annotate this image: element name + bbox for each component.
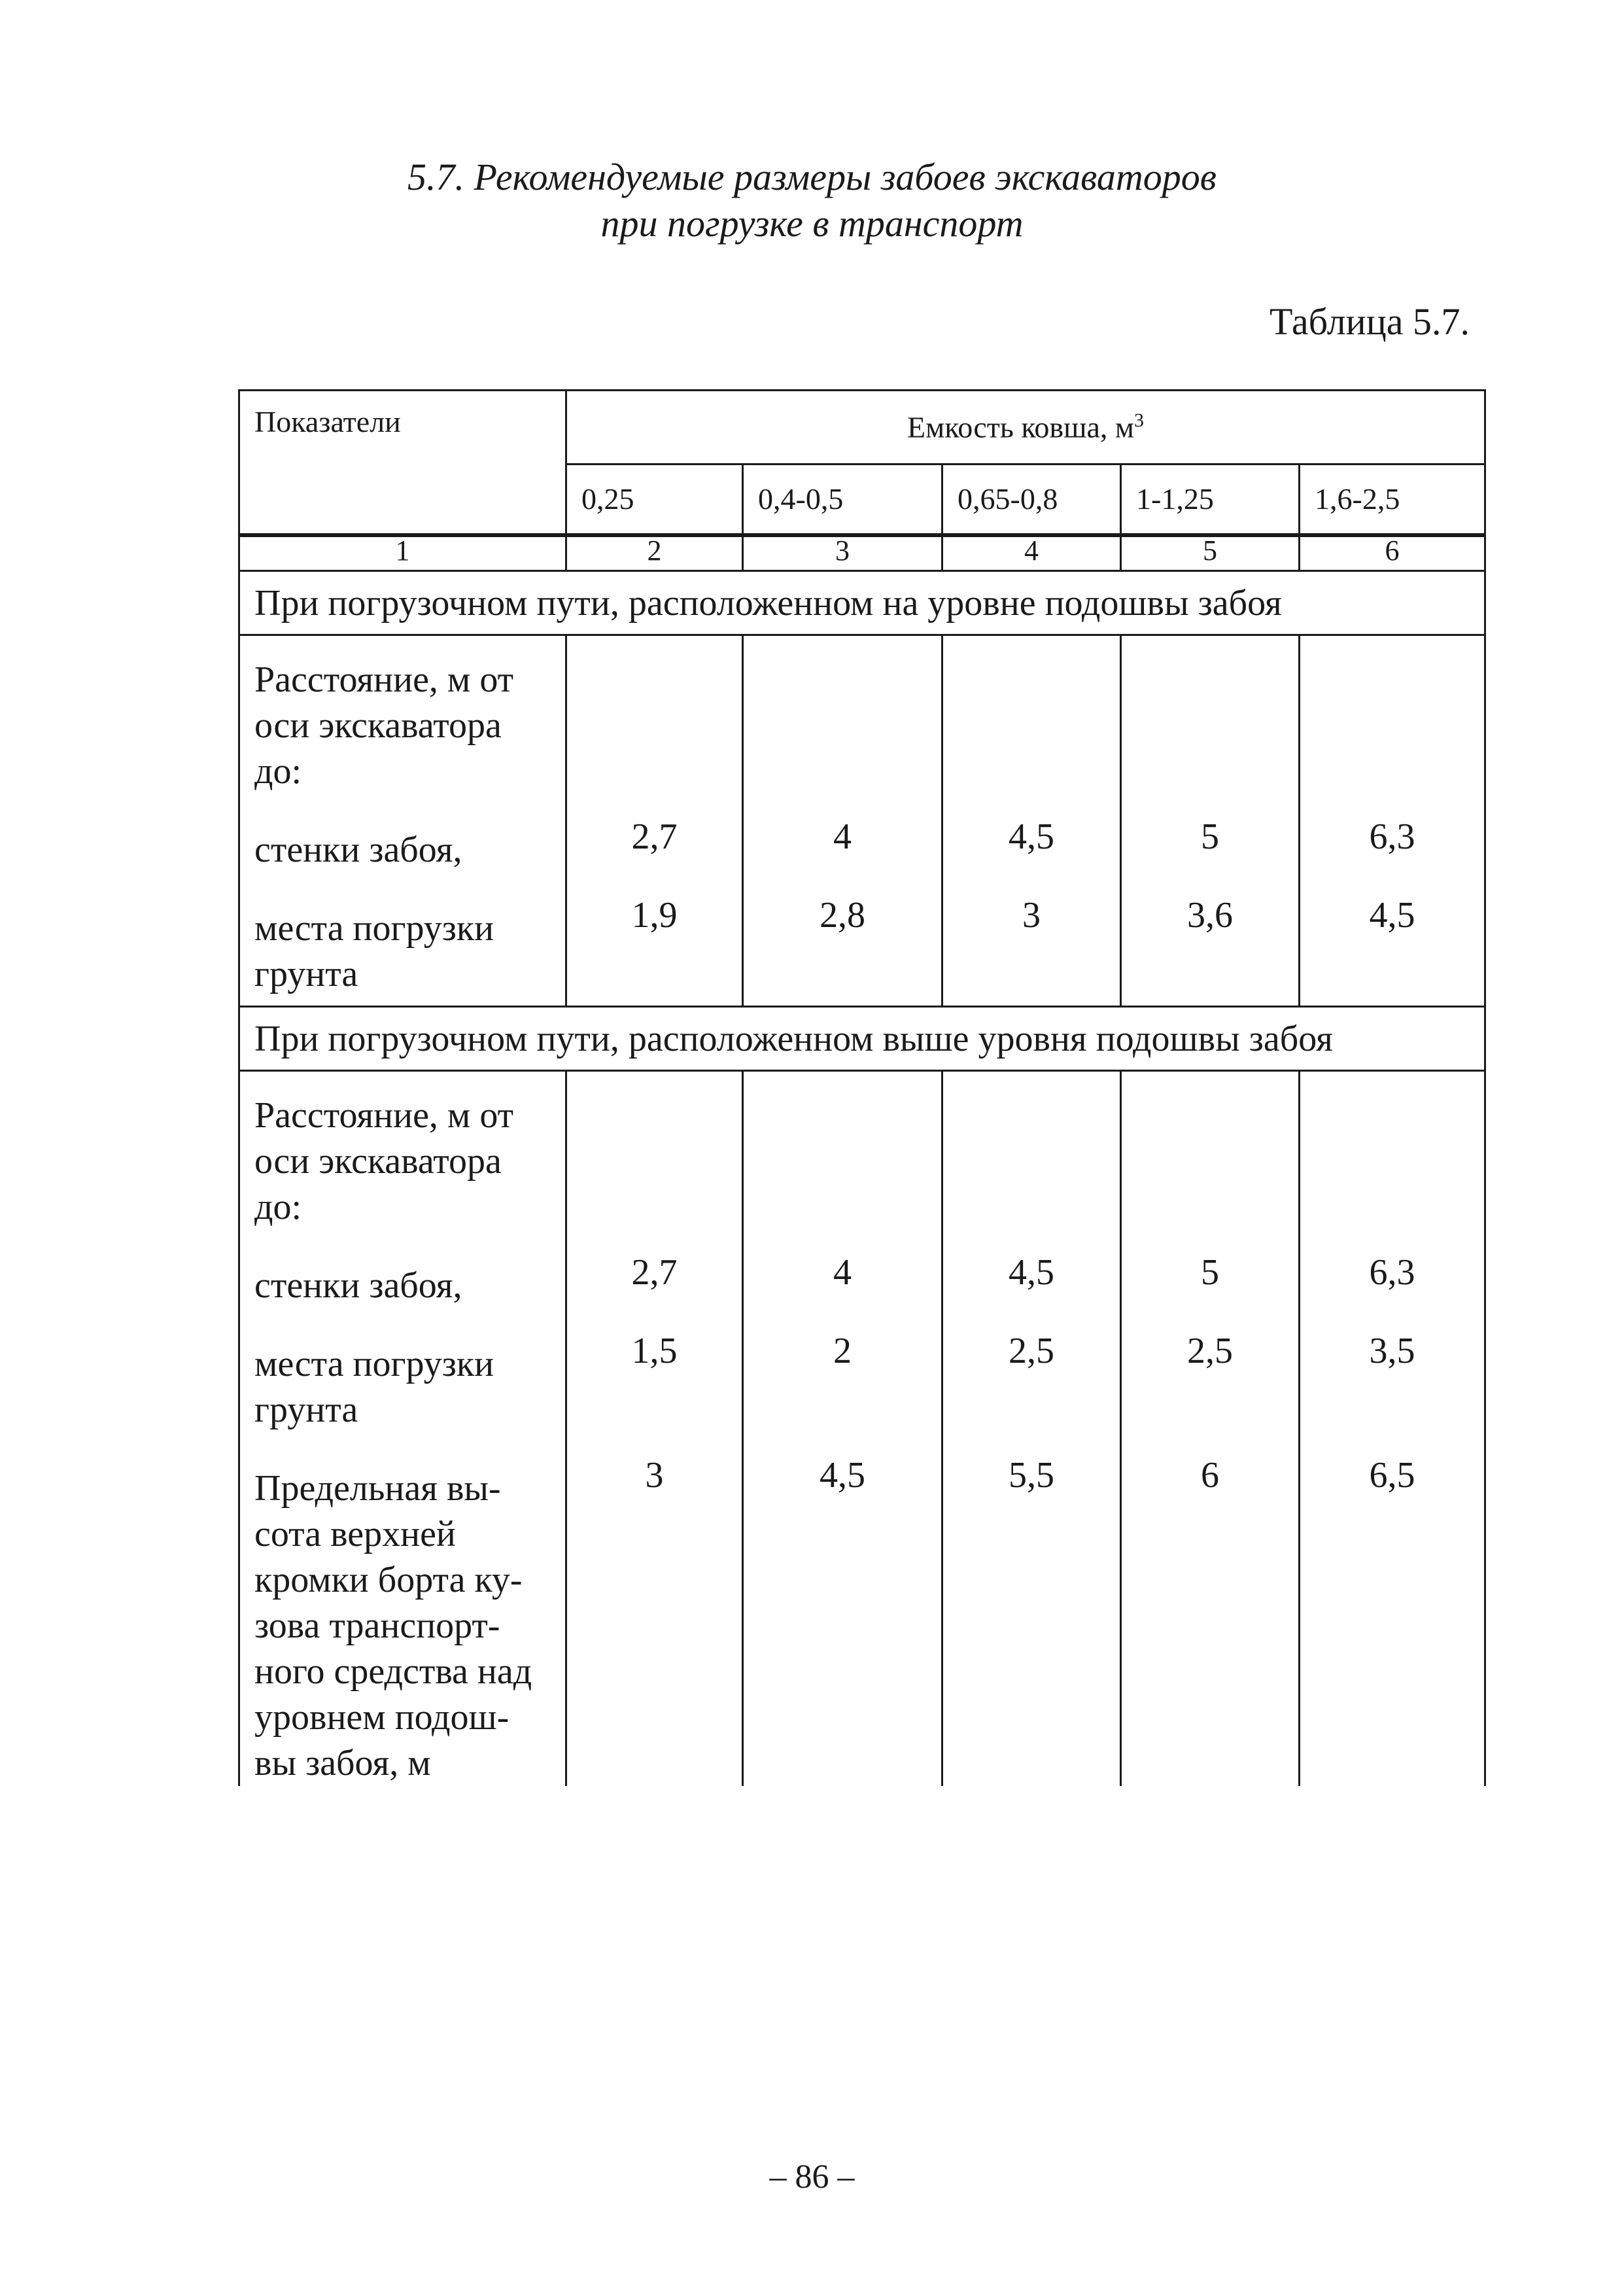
value-cell: 3,5 xyxy=(1369,1331,1415,1371)
intro-line: до: xyxy=(254,751,302,792)
value-cell: 3,6 xyxy=(1187,895,1233,936)
value-cell: 5 xyxy=(1201,1252,1219,1293)
intro-line: до: xyxy=(254,1187,302,1227)
value-column xyxy=(942,1071,1121,1787)
column-number: 5 xyxy=(1121,535,1300,571)
value-column xyxy=(566,635,743,1007)
value-cell: 4 xyxy=(833,816,852,857)
header-bucket-capacity-label: Емкость ковша, м xyxy=(907,410,1135,444)
value-column xyxy=(743,1071,942,1787)
intro-line: оси экскаватора xyxy=(254,705,502,746)
section-above-level-body xyxy=(239,1071,1485,1787)
column-number: 6 xyxy=(1300,535,1485,571)
value-cell: 5 xyxy=(1201,816,1219,857)
value-cell: 2,5 xyxy=(1187,1331,1233,1371)
capacity-cell: 0,25 xyxy=(566,464,743,535)
row-label: вы забоя, м xyxy=(254,1743,431,1783)
value-cell: 2,5 xyxy=(1009,1331,1054,1371)
header-bucket-capacity-sup: 3 xyxy=(1134,410,1145,432)
value-column xyxy=(1121,635,1300,1007)
row-label: грунта xyxy=(254,954,358,994)
column-number: 2 xyxy=(566,535,743,571)
indicator-labels xyxy=(239,635,566,1007)
row-label: ного средства над xyxy=(254,1651,532,1692)
value-column xyxy=(942,635,1121,1007)
title-line-1: 5.7. Рекомендуемые размеры забоев экскаваторов xyxy=(407,156,1217,198)
column-number-row xyxy=(239,535,1485,571)
column-number: 4 xyxy=(942,535,1121,571)
value-cell: 2,7 xyxy=(631,816,678,857)
section-ground-level-body xyxy=(239,635,1485,1007)
value-cell: 6,5 xyxy=(1369,1455,1415,1496)
row-label: кромки борта ку- xyxy=(254,1560,523,1600)
value-column xyxy=(743,635,942,1007)
value-cell: 2,7 xyxy=(631,1252,678,1293)
header-bucket-capacity xyxy=(566,391,1485,464)
section-title-above-level: При погрузочном пути, расположенном выше уровня подошвы забоя xyxy=(239,1007,1485,1071)
header-indicators: Показатели xyxy=(239,391,566,535)
value-cell: 2 xyxy=(833,1331,852,1371)
row-label: уровнем подош- xyxy=(254,1697,510,1738)
value-cell: 4,5 xyxy=(1369,895,1415,936)
title-line-2: при погрузке в транспорт xyxy=(600,201,1024,245)
value-cell: 5,5 xyxy=(1009,1455,1054,1496)
row-label: грунта xyxy=(254,1390,358,1430)
value-cell: 1,9 xyxy=(631,895,678,936)
row-label: стенки забоя, xyxy=(254,830,462,870)
value-cell: 4,5 xyxy=(1009,816,1054,857)
intro-line: оси экскаватора xyxy=(254,1141,502,1182)
page-number: – 86 – xyxy=(769,2158,855,2196)
section-title-ground-level: При погрузочном пути, расположенном на уровне подошвы забоя xyxy=(239,571,1485,635)
value-cell: 3 xyxy=(645,1455,664,1496)
value-column xyxy=(1300,635,1485,1007)
value-cell: 6,3 xyxy=(1369,1252,1415,1293)
capacity-cell: 0,65-0,8 xyxy=(942,464,1121,535)
value-column xyxy=(1121,1071,1300,1787)
row-label: места погрузки xyxy=(254,1344,494,1384)
value-cell: 6 xyxy=(1201,1455,1219,1496)
intro-line: Расстояние, м от xyxy=(254,1095,514,1136)
row-label: стенки забоя, xyxy=(254,1265,462,1306)
value-column xyxy=(1300,1071,1485,1787)
intro-line: Расстояние, м от xyxy=(254,659,514,700)
row-label: места погрузки xyxy=(254,908,494,949)
column-number: 3 xyxy=(743,535,942,571)
excavator-face-table xyxy=(238,389,1486,1786)
column-number: 1 xyxy=(239,535,566,571)
row-label: Предельная вы- xyxy=(254,1468,501,1509)
row-label: сота верхней xyxy=(254,1514,456,1554)
value-cell: 4,5 xyxy=(1009,1252,1054,1293)
value-cell: 4,5 xyxy=(820,1455,865,1496)
value-cell: 6,3 xyxy=(1369,816,1415,857)
value-cell: 3 xyxy=(1022,895,1041,936)
value-cell: 2,8 xyxy=(820,895,865,936)
capacity-cell: 0,4-0,5 xyxy=(743,464,942,535)
table-caption: Таблица 5.7. xyxy=(1269,300,1470,343)
row-label: зова транспорт- xyxy=(254,1605,500,1646)
capacity-cell: 1-1,25 xyxy=(1121,464,1300,535)
value-column xyxy=(566,1071,743,1787)
value-cell: 1,5 xyxy=(631,1331,678,1371)
capacity-cell: 1,6-2,5 xyxy=(1300,464,1485,535)
document-title xyxy=(0,154,1624,247)
value-cell: 4 xyxy=(833,1252,852,1293)
indicator-labels xyxy=(239,1071,566,1787)
